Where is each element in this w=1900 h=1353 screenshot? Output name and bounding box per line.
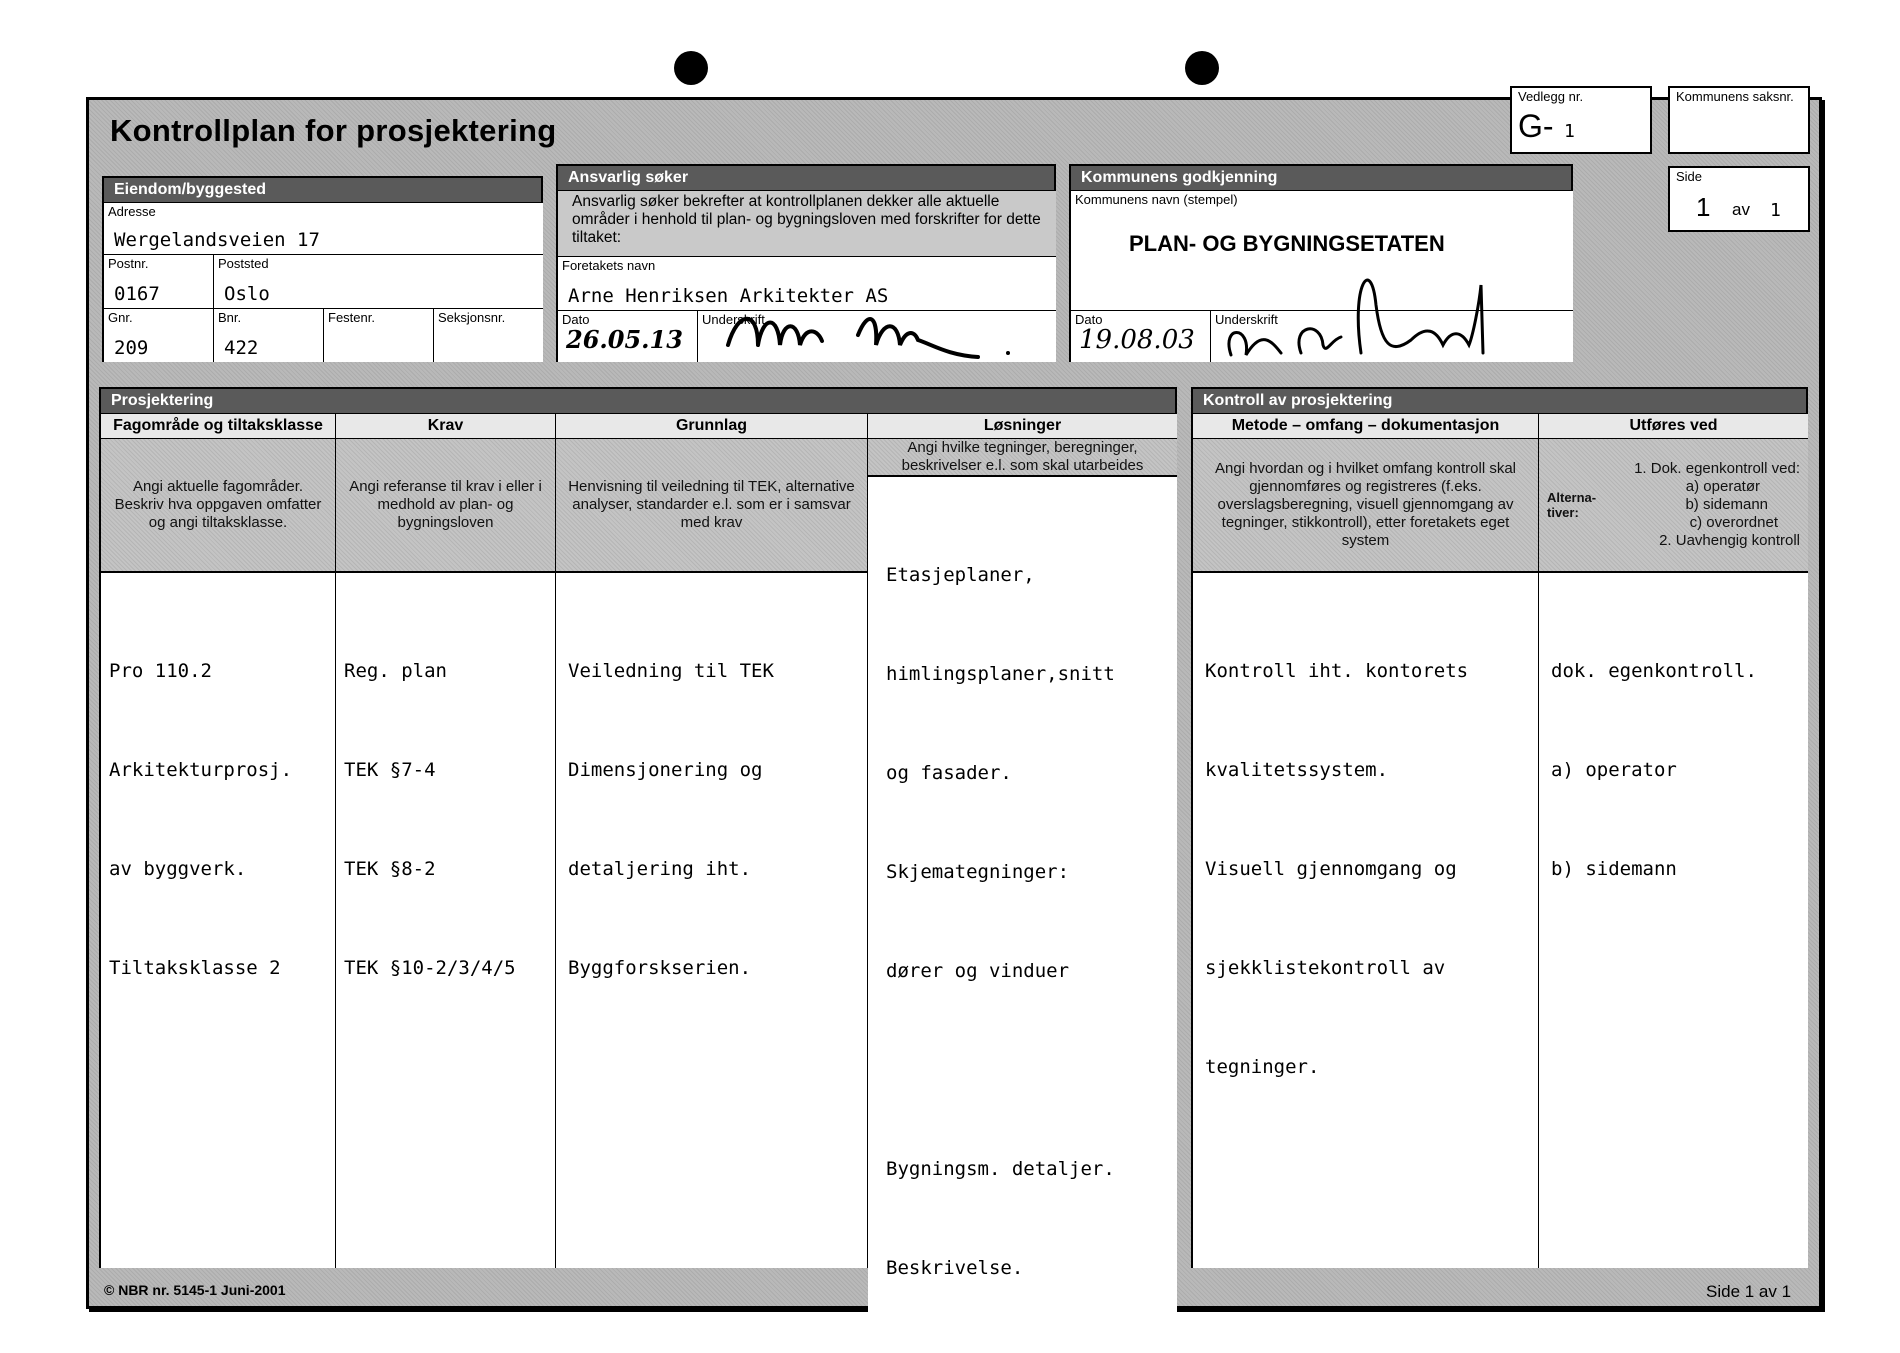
kommune-header: Kommunens godkjenning: [1071, 166, 1571, 191]
kommune-signature-image: [1211, 245, 1511, 363]
option-item: 2. Uavhengig kontroll: [1659, 532, 1800, 549]
poststed-label: Poststed: [218, 256, 269, 271]
punch-hole-left: [674, 51, 708, 85]
saksnr-box[interactable]: [1668, 86, 1810, 154]
footer-copyright: © NBR nr. 5145-1 Juni-2001: [104, 1282, 286, 1298]
list-item: TEK §8-2: [344, 858, 436, 880]
gnr-cell[interactable]: [104, 309, 214, 362]
list-item: Reg. plan: [344, 660, 447, 682]
column-body[interactable]: [1193, 573, 1539, 1268]
list-item: b) sidemann: [1551, 858, 1677, 880]
list-item: av byggverk.: [109, 858, 247, 880]
column-krav: [336, 414, 556, 1268]
vedlegg-prefix: G-: [1518, 108, 1554, 144]
column-hint: Angi hvilke tegninger, beregninger, beskrivelser e.l. som skal utarbeides: [868, 439, 1177, 477]
column-metode: [1193, 414, 1539, 1268]
side-total: 1: [1770, 200, 1781, 221]
list-item: Veiledning til TEK: [568, 660, 774, 682]
saksnr-label: Kommunens saksnr.: [1676, 89, 1794, 104]
side-page: 1: [1696, 192, 1711, 222]
column-hint: Angi hvordan og i hvilket omfang kontroll skal gjennomføres og registreres (f.eks. overslagsberegning, visuell gjennomgang av tegninger, stikkontroll), etter foretakets eget system: [1193, 439, 1539, 573]
list-item: Visuell gjennomgang og: [1205, 858, 1457, 880]
list-item: Dimensjonering og: [568, 759, 763, 781]
list-item: Skjemategninger:: [886, 861, 1070, 883]
bnr-cell[interactable]: [214, 309, 324, 362]
soker-dato-label: Dato: [562, 312, 590, 327]
gnr-value: 209: [114, 337, 149, 359]
side-box: [1668, 166, 1810, 232]
column-body[interactable]: [556, 573, 868, 1268]
festenr-label: Festenr.: [328, 310, 375, 325]
prosjektering-panel: [99, 387, 1177, 1279]
bnr-value: 422: [224, 337, 259, 359]
prosjektering-columns: [101, 414, 1177, 1279]
list-item: Beskrivelse.: [886, 1257, 1024, 1279]
option-item: c) overordnet: [1689, 514, 1778, 531]
list-item: tegninger.: [1205, 1056, 1320, 1078]
festenr-cell[interactable]: [324, 309, 434, 362]
soker-signature-image: [718, 305, 1048, 365]
column-grunnlag: [556, 414, 868, 1268]
list-item: Arkitekturprosj.: [109, 759, 293, 781]
soker-dato-cell[interactable]: [558, 311, 698, 362]
soker-statement: Ansvarlig søker bekrefter at kontrollplanen dekker alle aktuelle områder i henhold til plan- og bygningsloven med forskrifter for dette tiltaket:: [558, 191, 1056, 257]
poststed-cell[interactable]: [214, 255, 543, 309]
kontroll-columns: [1193, 414, 1808, 1268]
column-header: Utføres ved: [1539, 414, 1808, 439]
kommune-panel: [1069, 164, 1573, 362]
column-body[interactable]: [336, 573, 556, 1268]
option-item: b) sidemann: [1685, 496, 1768, 513]
foretak-label: Foretakets navn: [562, 258, 656, 273]
list-item: kvalitetssystem.: [1205, 759, 1389, 781]
list-item: a) operator: [1551, 759, 1677, 781]
foretak-value: Arne Henriksen Arkitekter AS: [568, 285, 889, 307]
list-item: Byggforskserien.: [568, 957, 752, 979]
footer-page: Side 1 av 1: [1706, 1282, 1792, 1301]
column-hint: [1539, 439, 1808, 573]
list-item: TEK §10-2/3/4/5: [344, 957, 516, 979]
column-utfores: [1539, 414, 1808, 1268]
postnr-cell[interactable]: [104, 255, 214, 309]
kommune-dato-value: 19.08.03: [1079, 325, 1195, 355]
postnr-label: Postnr.: [108, 256, 149, 271]
kommune-underskrift-label: Underskrift: [1215, 312, 1278, 327]
list-item: dok. egenkontroll.: [1551, 660, 1757, 682]
gnr-label: Gnr.: [108, 310, 133, 325]
list-item: himlingsplaner,snitt: [886, 663, 1115, 685]
prosjektering-header: Prosjektering: [101, 389, 1175, 414]
column-hint: Angi aktuelle fagområder. Beskriv hva oppgaven omfatter og angi tiltaksklasse.: [101, 439, 336, 573]
seksjonsnr-label: Seksjonsnr.: [438, 310, 506, 325]
side-av: av: [1732, 200, 1750, 219]
bnr-label: Bnr.: [218, 310, 242, 325]
form-title: Kontrollplan for prosjektering: [110, 113, 557, 148]
soker-header: Ansvarlig søker: [558, 166, 1054, 191]
kommune-dato-cell[interactable]: [1071, 311, 1211, 362]
list-item: Pro 110.2: [109, 660, 212, 682]
kontroll-panel: [1191, 387, 1808, 1268]
kontroll-header: Kontroll av prosjektering: [1193, 389, 1806, 414]
kommune-dato-label: Dato: [1075, 312, 1103, 327]
column-fagomrade: [101, 414, 336, 1268]
alternativer-label: Alterna- tiver:: [1547, 490, 1597, 520]
soker-panel: [556, 164, 1056, 362]
eiendom-panel: [102, 176, 543, 362]
option-item: 1. Dok. egenkontroll ved:: [1634, 460, 1800, 477]
kommune-navn-label: Kommunens navn (stempel): [1075, 192, 1238, 207]
eiendom-header: Eiendom/byggested: [104, 178, 541, 203]
column-header: Løsninger: [868, 414, 1177, 439]
adresse-label: Adresse: [108, 204, 156, 219]
seksjonsnr-cell[interactable]: [434, 309, 543, 362]
column-losninger: [868, 414, 1177, 1279]
postnr-value: 0167: [114, 283, 160, 305]
column-body[interactable]: [101, 573, 336, 1268]
vedlegg-label: Vedlegg nr.: [1518, 89, 1584, 104]
list-item: dører og vinduer: [886, 960, 1070, 982]
vedlegg-number[interactable]: 1: [1564, 121, 1575, 142]
list-item: Kontroll iht. kontorets: [1205, 660, 1469, 682]
list-item: [886, 1054, 1169, 1087]
poststed-value: Oslo: [224, 283, 270, 305]
kommune-stempel: PLAN- OG BYGNINGSETATEN: [1129, 231, 1445, 256]
column-hint: Henvisning til veiledning til TEK, alternative analyser, standarder e.l. som er i samsvar med krav: [556, 439, 868, 573]
list-item: detaljering iht.: [568, 858, 752, 880]
soker-underskrift-label: Underskrift: [702, 312, 765, 327]
list-item: Tiltaksklasse 2: [109, 957, 281, 979]
list-item: TEK §7-4: [344, 759, 436, 781]
foretak-cell[interactable]: [558, 257, 1056, 311]
alternativer-options: [1634, 460, 1800, 550]
side-label: Side: [1676, 169, 1703, 184]
kommune-underskrift-cell[interactable]: [1211, 311, 1573, 362]
soker-dato-value: 26.05.13: [566, 325, 683, 354]
punch-hole-right: [1185, 51, 1219, 85]
column-header: Metode – omfang – dokumentasjon: [1193, 414, 1539, 439]
column-hint: Angi referanse til krav i eller i medhold av plan- og bygningsloven: [336, 439, 556, 573]
list-item: Etasjeplaner,: [886, 564, 1035, 586]
column-body[interactable]: [1539, 573, 1808, 1268]
column-body[interactable]: [868, 477, 1177, 1351]
soker-underskrift-cell[interactable]: [698, 311, 1056, 362]
list-item: sjekklistekontroll av: [1205, 957, 1446, 979]
vedlegg-box: [1510, 86, 1652, 154]
option-item: a) operatør: [1685, 478, 1760, 495]
list-item: og fasader.: [886, 762, 1012, 784]
column-header: Fagområde og tiltaksklasse: [101, 414, 336, 439]
column-header: Krav: [336, 414, 556, 439]
list-item: Bygningsm. detaljer.: [886, 1158, 1115, 1180]
column-header: Grunnlag: [556, 414, 868, 439]
adresse-cell[interactable]: [104, 203, 543, 255]
adresse-value: Wergelandsveien 17: [114, 229, 320, 251]
